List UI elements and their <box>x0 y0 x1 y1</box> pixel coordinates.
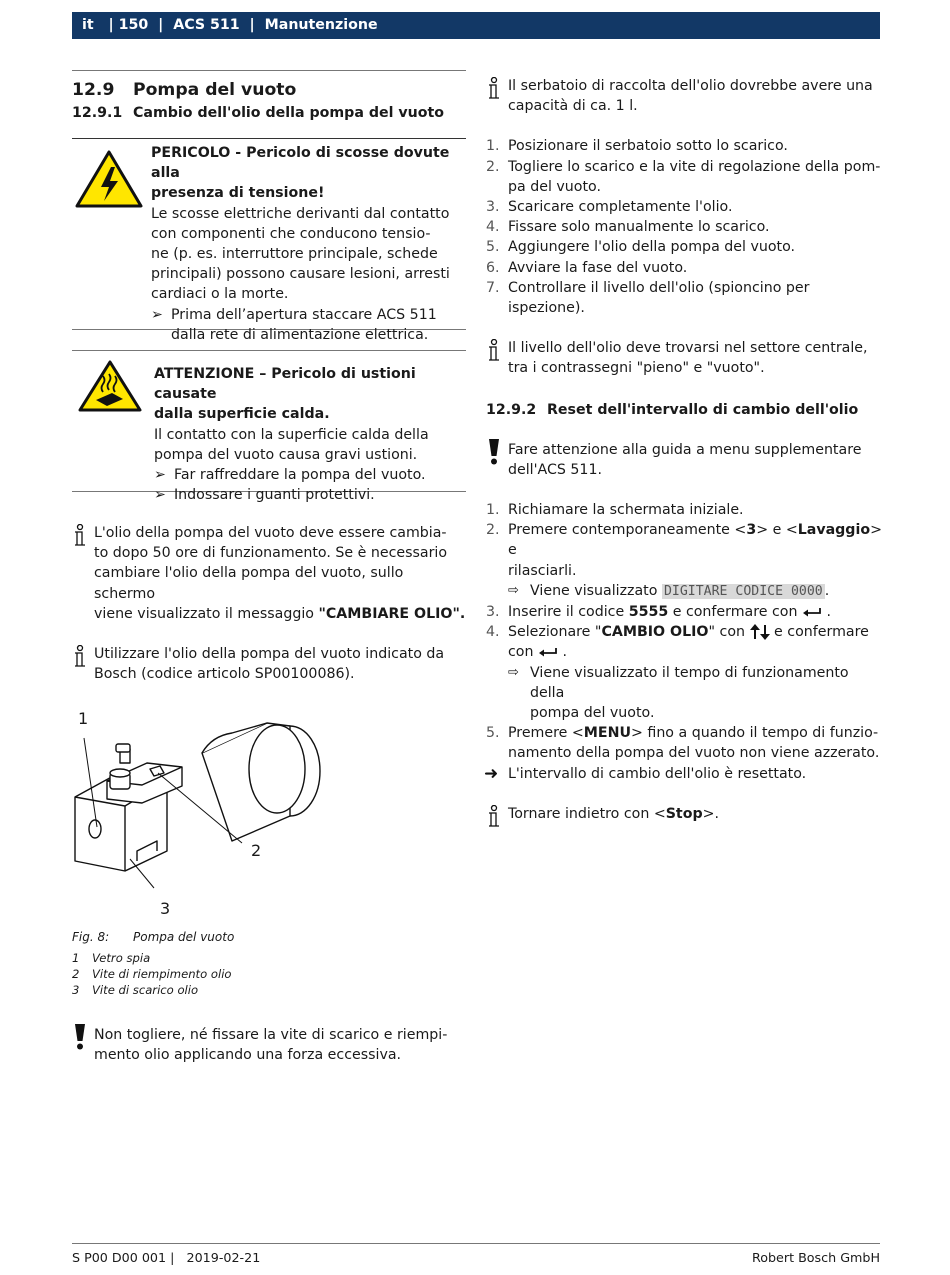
list-item: 5. Premere <MENU> fino a quando il tempo di funzio- namento della pompa del vuoto non viene azzerato. <box>486 725 880 762</box>
footer-date: 2019-02-21 <box>186 1250 261 1265</box>
result-arrow-icon: ➜ <box>484 763 499 784</box>
key-label: Lavaggio <box>797 522 871 539</box>
vacuum-pump-illustration <box>72 711 332 926</box>
caution-action-text: Far raffreddare la pompa del vuoto. <box>174 467 426 484</box>
arrow-up-icon <box>750 624 760 640</box>
figure-legend-item: 1 Vetro spia <box>72 950 151 965</box>
result-arrow-icon: ⇨ <box>508 582 519 598</box>
danger-text <box>151 143 469 345</box>
section-title <box>72 74 466 102</box>
note-line: dell'ACS 511. <box>508 461 602 478</box>
enter-key-icon <box>538 646 558 658</box>
footer-doc-info <box>72 1248 260 1268</box>
callout-2: 2 <box>251 841 262 861</box>
menu-item-label: CAMBIO OLIO <box>601 624 709 641</box>
electric-shock-warning-icon <box>74 149 144 209</box>
note-menu-guide <box>486 440 886 480</box>
header-product: ACS 511 <box>173 17 240 33</box>
list-item: 7. Controllare il livello dell'olio (spioncino per ispezione). <box>486 279 810 317</box>
list-item: 2. Togliere lo scarico e la vite di regolazione della pom- pa del vuoto. <box>486 158 881 195</box>
figure-legend-item: 3 Vite di scarico olio <box>72 983 199 998</box>
caution-warning-box <box>72 351 466 504</box>
danger-body-line: Le scosse elettriche derivanti dal contatto <box>151 205 450 222</box>
info-go-back: Tornare indietro con <Stop>. <box>486 804 886 824</box>
arrowhead-icon: ➢ <box>154 487 166 504</box>
info-icon <box>72 524 88 548</box>
note-line: Fare attenzione alla guida a menu supplementare <box>508 441 862 458</box>
info-tank-capacity <box>486 76 886 116</box>
footer-company: Robert Bosch GmbH <box>751 1250 880 1265</box>
step-result: ⇨ Viene visualizzato DIGITARE CODICE 0000 . <box>486 581 886 602</box>
code-value: 5555 <box>628 604 669 621</box>
subsection-number: 12.9.1 <box>72 105 123 121</box>
lcd-display-text: DIGITARE CODICE 0000 <box>663 583 823 599</box>
danger-title-line: PERICOLO - Pericolo di scosse dovute alla <box>151 145 450 182</box>
caution-action <box>154 465 472 485</box>
danger-title <box>151 143 469 204</box>
danger-action-line: dalla rete di alimentazione elettrica. <box>171 326 429 343</box>
info-icon <box>72 645 88 669</box>
list-item: 5. Aggiungere l'olio della pompa del vuoto. <box>486 239 796 256</box>
exclamation-icon <box>72 1023 88 1051</box>
header-lang: it <box>82 17 94 33</box>
list-item: 4. Fissare solo manualmente lo scarico. <box>486 219 770 236</box>
list-item: 3. Inserire il codice 5555 e confermare con . <box>486 604 832 621</box>
list-item: 4. Selezionare "CAMBIO OLIO" con e confermare con . <box>486 624 869 661</box>
header-separator: | <box>108 17 114 33</box>
divider <box>72 70 466 71</box>
arrow-down-icon <box>760 624 770 640</box>
key-label: MENU <box>583 725 631 742</box>
info-text: viene visualizzato il messaggio <box>94 605 319 622</box>
final-result: ➜ L'intervallo di cambio dell'olio è resettato. <box>484 763 807 784</box>
footer-doc-id: S P00 D00 001 <box>72 1250 167 1265</box>
info-oil-level <box>486 338 886 378</box>
danger-action <box>151 305 469 345</box>
reset-steps <box>486 500 886 784</box>
arrowhead-icon: ➢ <box>154 467 166 484</box>
key-label: Stop <box>665 805 703 822</box>
figure-label: Fig. 8: <box>72 930 110 945</box>
info-message-bold: "CAMBIARE OLIO". <box>318 605 466 622</box>
arrowhead-icon: ➢ <box>151 306 163 323</box>
exclamation-icon <box>486 438 502 466</box>
caution-text <box>154 364 472 505</box>
note-line: mento olio applicando una forza eccessiva. <box>94 1046 402 1063</box>
danger-warning-box <box>72 139 466 343</box>
list-item: 3. Scaricare completamente l'olio. <box>486 199 733 216</box>
section-heading: Pompa del vuoto <box>133 80 297 100</box>
note-screw-force <box>72 1025 466 1065</box>
info-line: Il livello dell'olio deve trovarsi nel settore centrale, <box>508 340 868 357</box>
caution-action <box>154 485 472 505</box>
enter-key-icon <box>802 606 822 618</box>
result-arrow-icon: ⇨ <box>508 664 519 680</box>
figure-caption <box>72 929 466 998</box>
step-result: ⇨ Viene visualizzato il tempo di funzionamento della pompa del vuoto. <box>508 664 849 722</box>
subsection-title <box>72 103 466 123</box>
caution-title-line: dalla superficie calda. <box>154 406 330 423</box>
list-item: 2. Premere contemporaneamente <3> e <Lavaggio> e rilasciarli. <box>486 522 882 579</box>
page-header <box>72 12 880 39</box>
list-item: 1. Posizionare il serbatoio sotto lo scarico. <box>486 138 788 155</box>
callout-3: 3 <box>160 899 171 919</box>
note-line: Non togliere, né fissare la vite di scarico e riempi- <box>94 1026 448 1043</box>
subsection-heading: Reset dell'intervallo di cambio dell'olio <box>547 401 859 418</box>
header-chapter: Manutenzione <box>264 17 378 33</box>
left-column <box>72 70 466 1065</box>
danger-body-line: con componenti che conducono tensio- <box>151 225 431 242</box>
figure-caption-title <box>72 929 466 945</box>
danger-body-line: principali) possono causare lesioni, arresti <box>151 266 450 283</box>
figure-legend-item: 2 Vite di riempimento olio <box>72 967 232 982</box>
danger-body-line: cardiaci o la morte. <box>151 286 289 303</box>
danger-body-line: ne (p. es. interruttore principale, schede <box>151 246 438 263</box>
subsection-number: 12.9.2 <box>486 401 537 418</box>
caution-body-line: pompa del vuoto causa gravi ustioni. <box>154 446 418 463</box>
caution-title-line: ATTENZIONE – Pericolo di ustioni causate <box>154 366 416 403</box>
danger-action-line: Prima dell’apertura staccare ACS 511 <box>171 306 437 323</box>
hot-surface-warning-icon <box>77 359 143 413</box>
footer-rule <box>72 1243 880 1244</box>
figure-title: Pompa del vuoto <box>133 930 235 945</box>
info-line: cambiare l'olio della pompa del vuoto, sullo schermo <box>94 565 404 602</box>
subsection-title <box>486 400 886 420</box>
key-label: 3 <box>746 522 757 539</box>
callout-1: 1 <box>78 709 89 729</box>
info-icon <box>486 339 502 363</box>
info-oil-change-interval <box>72 523 466 624</box>
figure-vacuum-pump <box>72 711 466 926</box>
info-line: L'olio della pompa del vuoto deve essere cambia- <box>94 525 447 541</box>
list-item: 6. Avviare la fase del vuoto. <box>486 259 688 276</box>
caution-body-line: Il contatto con la superficie calda della <box>154 426 429 443</box>
list-item: 1. Richiamare la schermata iniziale. <box>486 502 744 519</box>
section-number: 12.9 <box>72 80 115 100</box>
caution-title <box>154 364 472 425</box>
header-page-number: 150 <box>118 17 149 33</box>
header-separator: | <box>249 17 255 33</box>
info-oil-type <box>72 644 466 684</box>
caution-action-text: Indossare i guanti protettivi. <box>174 487 375 504</box>
info-icon <box>486 805 502 829</box>
right-column <box>486 70 886 824</box>
oil-change-steps <box>486 136 886 318</box>
info-line: to dopo 50 ore di funzionamento. Se è necessario <box>94 545 448 562</box>
info-line: tra i contrassegni "pieno" e "vuoto". <box>508 360 765 377</box>
info-line: Bosch (codice articolo SP00100086). <box>94 666 355 683</box>
footer-separator: | <box>170 1250 175 1265</box>
subsection-heading: Cambio dell'olio della pompa del vuoto <box>133 105 445 121</box>
info-line: Il serbatoio di raccolta dell'olio dovrebbe avere una <box>508 78 873 94</box>
info-line: Utilizzare l'olio della pompa del vuoto indicato da <box>94 646 445 663</box>
info-line: capacità di ca. 1 l. <box>508 98 638 115</box>
info-icon <box>486 77 502 101</box>
danger-title-line: presenza di tensione! <box>151 185 325 202</box>
info-line <box>94 604 466 624</box>
header-separator: | <box>158 17 164 33</box>
